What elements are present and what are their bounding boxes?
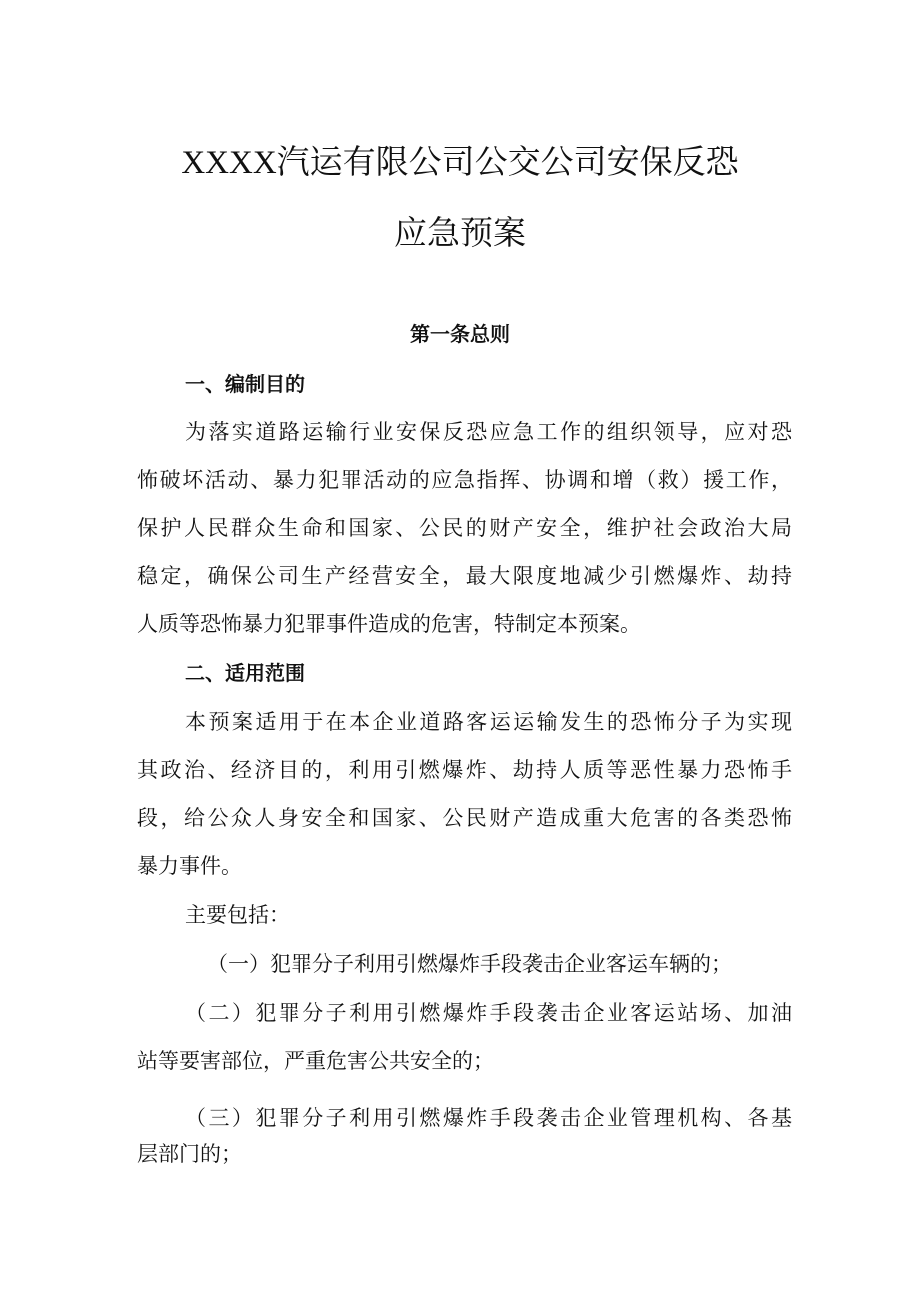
section-heading-scope: 二、适用范围 bbox=[185, 661, 305, 685]
includes-label: 主要包括： bbox=[185, 903, 290, 927]
paragraph-line: 人质等恐怖暴力犯罪事件造成的危害，特制定本预案。 bbox=[137, 612, 641, 636]
paragraph-line: 段，给公众人身安全和国家、公民财产造成重大危害的各类恐怖 bbox=[137, 806, 792, 830]
paragraph-line: 本预案适用于在本企业道路客运运输发生的恐怖分子为实现 bbox=[185, 710, 792, 734]
paragraph-line: 稳定，确保公司生产经营安全，最大限度地减少引燃爆炸、劫持 bbox=[137, 564, 792, 588]
list-item-2-line-2: 站等要害部位，严重危害公共安全的； bbox=[137, 1049, 494, 1073]
list-item-2-line-1: （二）犯罪分子利用引燃爆炸手段袭击企业客运站场、加油 bbox=[185, 1001, 792, 1025]
list-item-3-line-2: 层部门的； bbox=[137, 1142, 242, 1166]
title-company-name: 汽运有限公司公交公司安保反恐 bbox=[276, 142, 739, 181]
article-heading: 第一条总则 bbox=[410, 322, 510, 346]
paragraph-line: 暴力事件。 bbox=[137, 854, 242, 878]
paragraph-line: 保护人民群众生命和国家、公民的财产安全，维护社会政治大局 bbox=[137, 516, 792, 540]
title-company-code: XXXX bbox=[181, 145, 277, 181]
document-title-line-1 bbox=[0, 136, 920, 183]
paragraph-line: 怖破坏活动、暴力犯罪活动的应急指挥、协调和增（救）援工作， bbox=[137, 468, 792, 492]
section-heading-purpose: 一、编制目的 bbox=[185, 372, 305, 396]
paragraph-line: 其政治、经济目的，利用引燃爆炸、劫持人质等恶性暴力恐怖手 bbox=[137, 758, 792, 782]
list-item-1: （一）犯罪分子利用引燃爆炸手段袭击企业客运车辆的； bbox=[207, 952, 732, 976]
paragraph-line: 为落实道路运输行业安保反恐应急工作的组织领导，应对恐 bbox=[185, 420, 792, 444]
document-title-line-2: 应急预案 bbox=[394, 213, 526, 252]
list-item-3-line-1: （三）犯罪分子利用引燃爆炸手段袭击企业管理机构、各基 bbox=[185, 1106, 792, 1130]
